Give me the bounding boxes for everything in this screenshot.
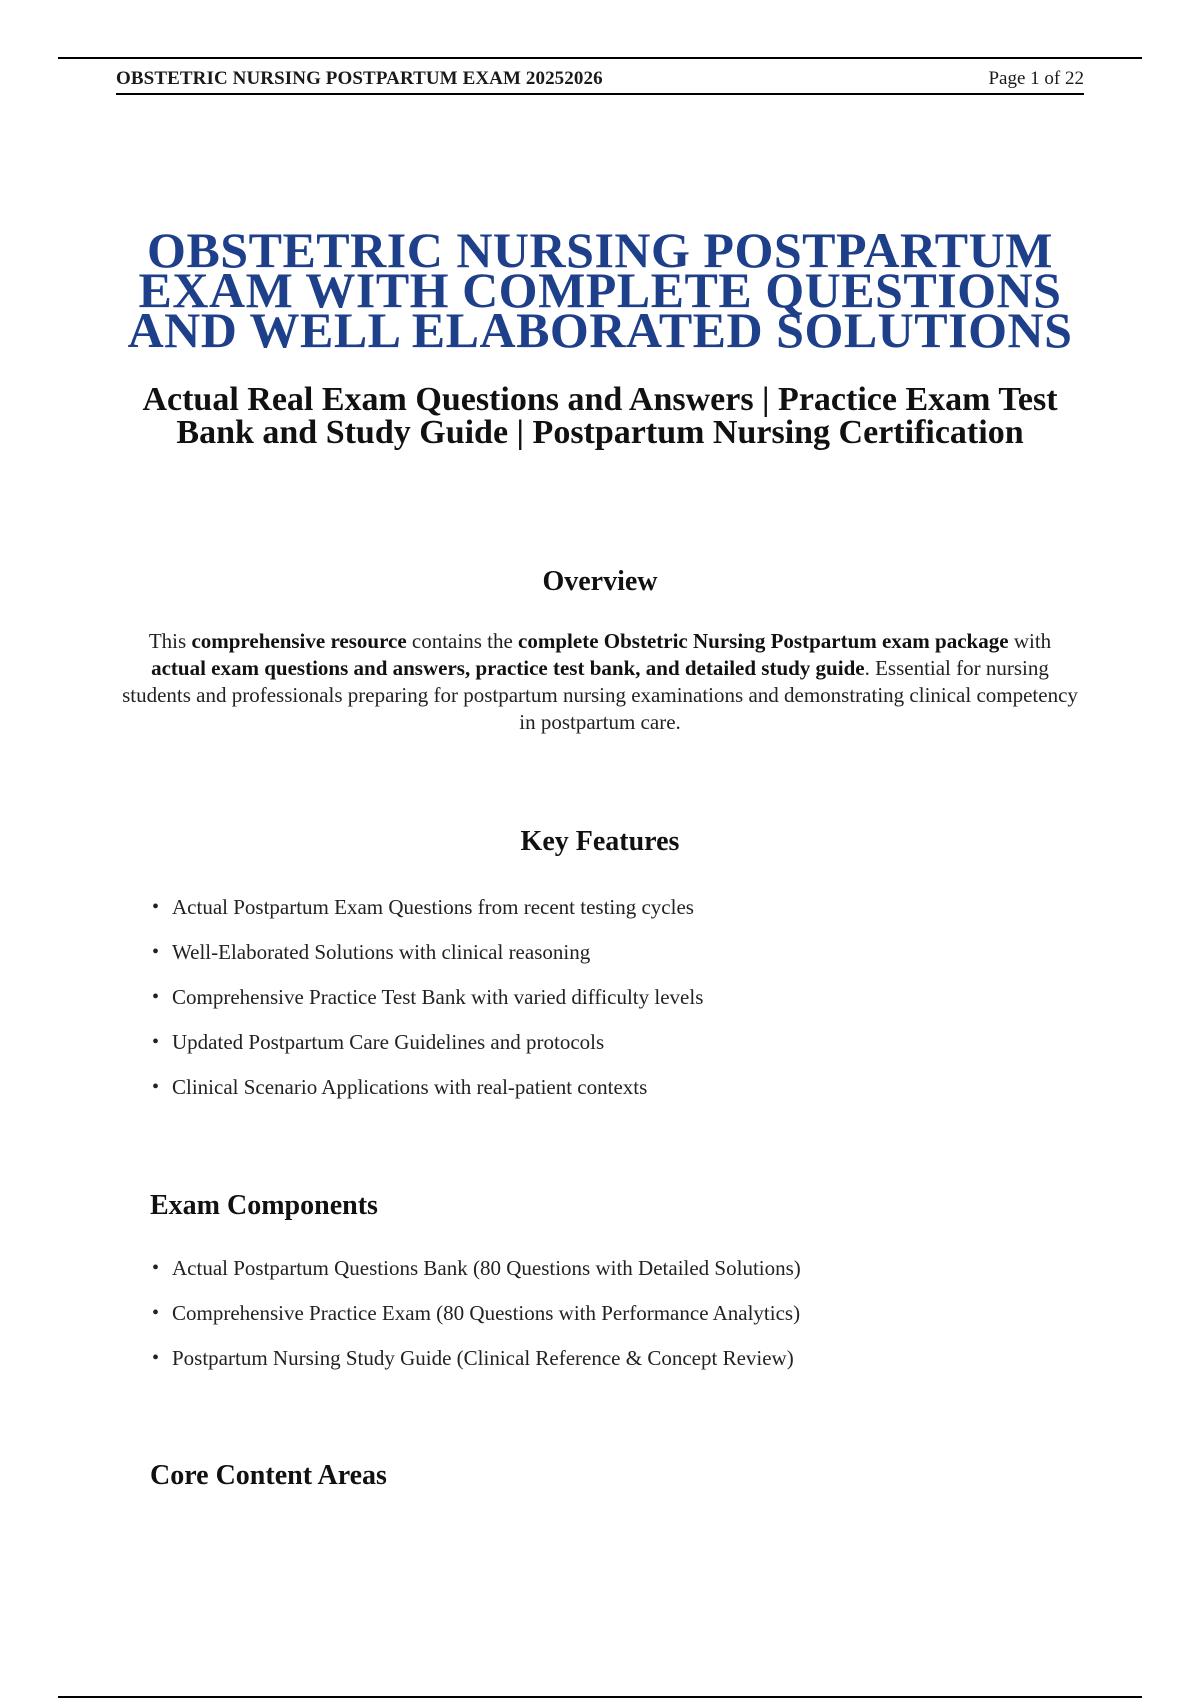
page-header xyxy=(116,68,1084,95)
list-item: • Actual Postpartum Questions Bank (80 Questions with Detailed Solutions) xyxy=(150,1255,801,1300)
bottom-rule xyxy=(58,1696,1142,1698)
overview-text: This xyxy=(148,629,192,653)
overview-paragraph xyxy=(120,628,1080,736)
list-item: • Comprehensive Practice Exam (80 Questions with Performance Analytics) xyxy=(150,1300,801,1345)
document-title: OBSTETRIC NURSING POSTPARTUM EXAM WITH COMPLETE QUESTIONS AND WELL ELABORATED SOLUTIONS xyxy=(127,222,1073,358)
exam-components-list xyxy=(150,1255,801,1390)
document-subtitle: Actual Real Exam Questions and Answers | Practice Exam Test Bank and Study Guide | Postpartum Nursing Certification xyxy=(142,381,1058,451)
key-features-list xyxy=(150,894,703,1119)
core-content-heading: Core Content Areas xyxy=(150,1460,387,1491)
overview-text: with xyxy=(1008,629,1052,653)
overview-text: . Essential for nursing students and professionals preparing for postpartum nursing examinations and demonstrating clinical competency in postpartum care. xyxy=(122,656,1078,734)
list-item: • Comprehensive Practice Test Bank with varied difficulty levels xyxy=(150,984,703,1029)
list-item: • Clinical Scenario Applications with real-patient contexts xyxy=(150,1074,703,1119)
overview-bold: complete Obstetric Nursing Postpartum exam package xyxy=(518,629,1009,653)
top-rule xyxy=(58,57,1142,59)
overview-bold: comprehensive resource xyxy=(191,629,407,653)
list-item: • Well-Elaborated Solutions with clinical reasoning xyxy=(150,939,703,984)
overview-heading: Overview xyxy=(542,566,658,597)
exam-components-heading: Exam Components xyxy=(150,1190,378,1221)
page-number: Page 1 of 22 xyxy=(988,68,1084,89)
list-item: • Postpartum Nursing Study Guide (Clinical Reference & Concept Review) xyxy=(150,1345,801,1390)
key-features-heading: Key Features xyxy=(520,826,680,857)
list-item: • Actual Postpartum Exam Questions from recent testing cycles xyxy=(150,894,703,939)
list-item: • Updated Postpartum Care Guidelines and protocols xyxy=(150,1029,703,1074)
overview-bold: actual exam questions and answers, practice test bank, and detailed study guide xyxy=(151,656,865,680)
header-title: OBSTETRIC NURSING POSTPARTUM EXAM 20252026 xyxy=(116,68,603,89)
overview-text: contains the xyxy=(406,629,519,653)
